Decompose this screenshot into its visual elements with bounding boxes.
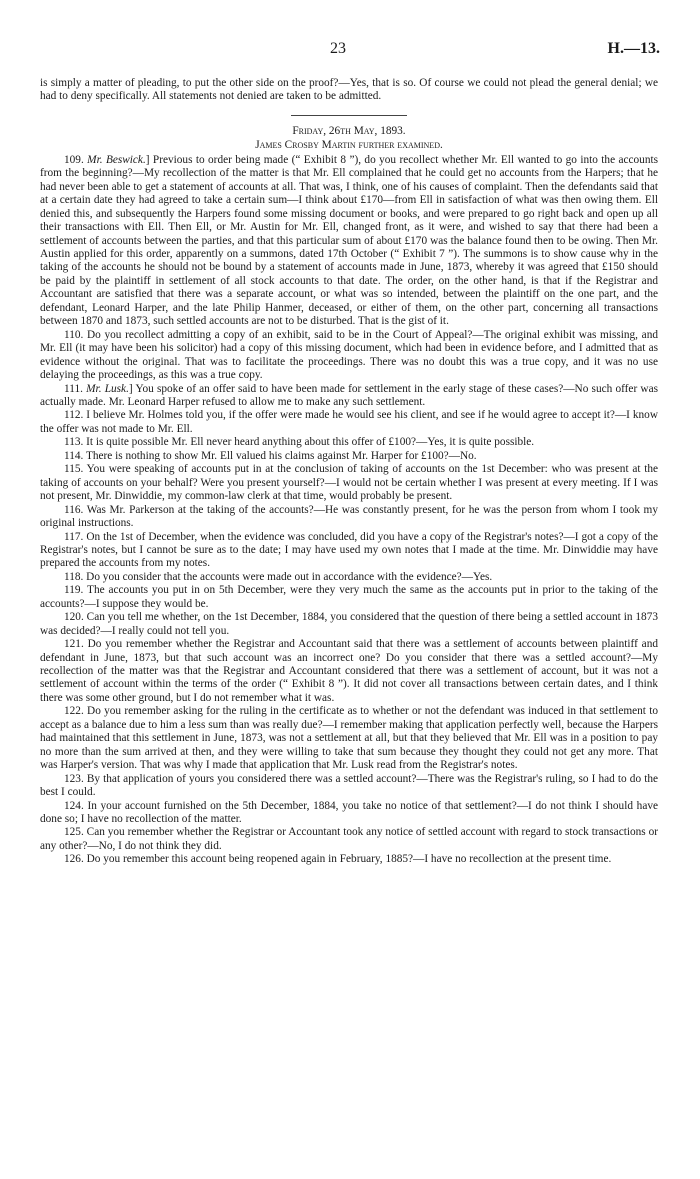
qa-paragraph: 122. Do you remember asking for the ruling in the certificate as to whether or not the defendant was induced in that settlement to accept as a balance due to him a less sum than was really due?—I remember making that application perfectly well, because the Harpers had maintained that this settlement in June, 1873, was not a settlement at all, but that they believed that Mr. Ell was in a position to pay no more than the sum arrived at then, and they were willing to take that sum because they thought they could not get any more. That was Harper's version. That was why I made that application that Mr. Lusk read from the Registrar's notes. (40, 705, 658, 772)
section-divider (291, 115, 407, 116)
qa-paragraph: 116. Was Mr. Parkerson at the taking of the accounts?—He was constantly present, for he was the person from whom I took my original instructions. (40, 503, 658, 530)
qa-paragraph: 110. Do you recollect admitting a copy of an exhibit, said to be in the Court of Appeal?—The original exhibit was missing, and Mr. Ell (it may have been his solicitor) had a copy of this missing document, which had been in evidence before, and I admitted that as evidence without the original. That was to facilitate the proceedings. There was no doubt this was a true copy, and it was no use delaying the proceedings, as this was a true copy. (40, 328, 658, 382)
qa-paragraph: 117. On the 1st of December, when the evidence was concluded, did you have a copy of the Registrar's notes?—I got a copy of the Registrar's notes, but I cannot be sure as to the date; I may have used my own notes that I made at the time. Mr. Dinwiddie may have prepared the accounts from my notes. (40, 530, 658, 570)
qa-paragraph: 115. You were speaking of accounts put in at the conclusion of taking of accounts on the 1st December: who was present at the taking of accounts on your behalf? Were you present yourself?—I would not be certain whether I was present at every meeting. If I was not present, Mr. Dinwiddie, my common-law clerk at that time, would probably be present. (40, 463, 658, 503)
qa-paragraph: 123. By that application of yours you considered there was a settled account?—There was the Registrar's ruling, so I had to do the best I could. (40, 772, 658, 799)
qa-paragraph: 118. Do you consider that the accounts were made out in accordance with the evidence?—Yes. (64, 570, 493, 583)
document-reference: H.—13. (607, 40, 660, 57)
speaker-name: Mr. Lusk. (86, 382, 129, 395)
page-number: 23 (330, 40, 346, 57)
qa-paragraph: 111. Mr. Lusk.] You spoke of an offer said to have been made for settlement in the early stage of these cases?—No such offer was actually made. Mr. Leonard Harper refused to allow me to make any such settlement. (40, 382, 658, 408)
qa-paragraph: 125. Can you remember whether the Registrar or Accountant took any notice of settled account with regard to stock transactions or any other?—No, I do not think they did. (40, 826, 658, 852)
qa-paragraph: 120. Can you tell me whether, on the 1st December, 1884, you considered that the question of there being a settled account in 1873 was decided?—I really could not tell you. (40, 611, 658, 637)
witness-heading: James Crosby Martin further examined. (255, 139, 443, 152)
qa-paragraph: 124. In your account furnished on the 5th December, 1884, you take no notice of that settlement?—I do not think I should have done so; I have no recollection of the matter. (40, 799, 658, 826)
speaker-name: Mr. Beswick. (87, 153, 146, 166)
qa-paragraph: 109. Mr. Beswick.] Previous to order being made (“ Exhibit 8 ”), do you recollect whether Mr. Ell wanted to go into the accounts from the beginning?—My recollection of the matter is that Mr. Ell complained that he could get no accounts from the Harpers; that he had never been able to get a statement of accounts at all. That was, I think, one of his causes of complaint. Then the defendants said that at a certain date they had agreed to take a certain sum—I think about £170—from Ell in satisfaction of what was then owing them. Ell denied this, and subsequently the Harpers found some missing document or books, and were prepared to go right back and open up all their transactions with Ell. Then Ell, or Mr. Austin for Mr. Ell, changed front, as it were, and wished to say that there had been a settlement of accounts between the parties, and that this particular sum of about £170 was the balance found then to be owing. Then Mr. Austin applied for this order, apparently on a summons, dated 17th October (“ Exhibit 7 ”). The summons is to show cause why in the taking of the accounts he should not be bound by a statement of accounts made in June, 1873, whereby it was agreed that £150 should be paid by the plaintiff in settlement of all stock accounts to that date. The order, on the other hand, is that if the Registrar and Accountant are satisfied that there was a separate account, or what was so intended, between the plaintiff on the one part, and the defendant, Leonard Harper, and the late Philip Hanmer, deceased, or either of them, on the other part, concerning all transactions between 1870 and 1873, such settled accounts are not to be disturbed. That is the gist of it. (40, 153, 659, 328)
qa-paragraph: 126. Do you remember this account being reopened again in February, 1885?—I have no recollection at the present time. (64, 853, 612, 866)
qa-paragraph: 113. It is quite possible Mr. Ell never heard anything about this offer of £100?—Yes, it is quite possible. (64, 436, 535, 449)
document-body (40, 77, 658, 867)
session-date: Friday, 26th May, 1893. (292, 124, 406, 137)
qa-paragraph: 119. The accounts you put in on 5th December, were they very much the same as the accounts put in prior to the taking of the accounts?—I suppose they would be. (40, 584, 658, 610)
examination-list (40, 154, 658, 867)
qa-paragraph: 112. I believe Mr. Holmes told you, if the offer were made he would see his client, and see if he would agree to accept it?—I know the offer was not made to Mr. Ell. (40, 409, 658, 435)
qa-paragraph: 121. Do you remember whether the Registrar and Accountant said that there was a settlement of accounts between plaintiff and defendant in June, 1873, but that such account was an incorrect one? Do you consider that there was a settled account?—My recollection of the matter was that the Registrar and Accountant considered that there was a settlement of account, but it was not a settlement of account within the terms of the order (“ Exhibit 8 ”). It did not cover all transactions between certain dates, and I think there was some other ground, but I do not remember what it was. (40, 638, 658, 704)
qa-paragraph: 114. There is nothing to show Mr. Ell valued his claims against Mr. Harper for £100?—No. (64, 449, 477, 462)
intro-paragraph: is simply a matter of pleading, to put the other side on the proof?—Yes, that is so. Of course we could not plead the general denial; we had to deny specifically. All statements not denied are taken to be admitted. (40, 77, 658, 103)
